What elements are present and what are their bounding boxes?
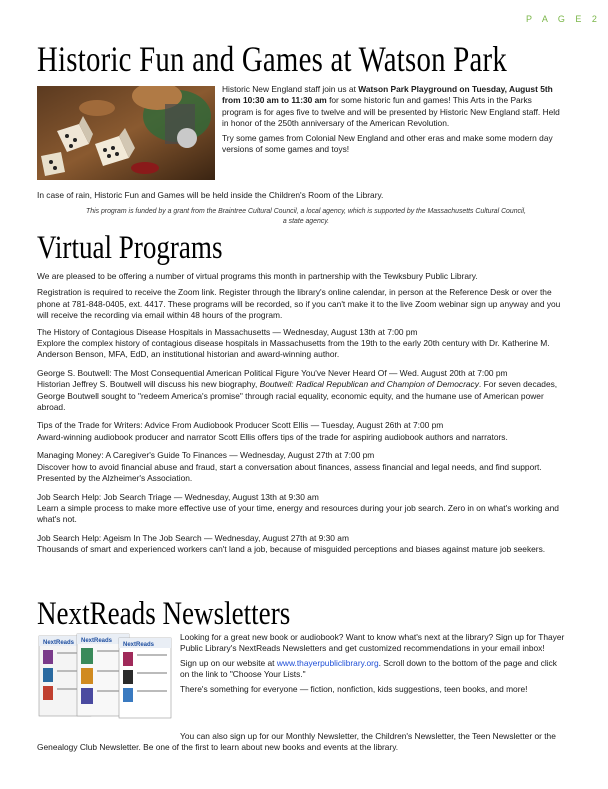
games-paragraph: Try some games from Colonial New England and other eras and make some modern day versions of some games and toys! — [222, 132, 553, 155]
historic-heading: Historic Fun and Games at Watson Park — [37, 39, 507, 79]
virtual-programs-section — [37, 271, 567, 563]
virtual-intro: We are pleased to be offering a number of virtual programs this month in partnership with the Tewksbury Public Library. — [37, 271, 478, 281]
cover-brand: NextReads — [43, 640, 75, 646]
virtual-programs-heading: Virtual Programs — [37, 230, 223, 266]
signup-instructions — [180, 658, 565, 681]
dice-photo — [37, 86, 215, 180]
program-description: Thousands of smart and experienced workers can't land a job, because of misguided perceptions and biases against mature job seekers. — [37, 544, 546, 555]
intro-text-end: for some historic fun and games! This Arts in the Parks program is for ages five to twelve and will be presented by Historic New England staff. Held in honor of the 250th anniversary of the American Revolution. — [222, 95, 560, 129]
program-description-start: Historian Jeffrey S. Boutwell will discuss his new biography, — [37, 379, 260, 390]
intro-text-start: Historic New England staff join us at — [222, 84, 359, 94]
page-number: P A G E 2 — [526, 14, 601, 24]
program-description: Learn a simple process to make more effective use of your time, energy and resources during your job search. Zero in on what's working and what's not. — [37, 502, 559, 525]
program-description: Award-winning audiobook producer and narrator Scott Ellis offers tips of the trade for aspiring audiobook authors and narrators. — [37, 431, 508, 442]
rain-notice: In case of rain, Historic Fun and Games will be held inside the Children's Room of the Library. — [37, 190, 384, 200]
funding-credit: This program is funded by a grant from the Braintree Cultural Council, a local agency, which is supported by the Massachusetts Cultural Council, a state agency. — [86, 208, 526, 225]
nextreads-section — [180, 632, 565, 698]
cover-brand: NextReads — [81, 638, 113, 644]
other-newsletters: You can also sign up for our Monthly Newsletter, the Children's Newsletter, the Teen Newsletter or the Genealogy Club Newsletter. Be one of the first to learn about new books and events at the library. — [37, 731, 556, 753]
program-description: Discover how to avoid financial abuse and fraud, start a conversation about finances, assess financial and legal needs, and find support. Presented by the Alzheimer's Association. — [37, 461, 542, 484]
something-for-everyone: There's something for everyone — fiction, nonfiction, kids suggestions, teen books, and more! — [180, 683, 528, 694]
nextreads-heading: NextReads Newsletters — [37, 596, 291, 632]
program-title: Managing Money: A Caregiver's Guide To Finances — Wednesday, August 27th at 7:00 pm — [37, 450, 375, 461]
historic-intro — [222, 84, 562, 158]
program-title: Tips of the Trade for Writers: Advice From Audiobook Producer Scott Ellis — Tuesday, August 26th at 7:00 pm — [37, 420, 444, 431]
program-description: Explore the complex history of contagious disease hospitals in Massachusetts from the 19th to the early 20th century with Dr. Katherine M. Anderson Benson, MFA, EdD, an institutional historian and award-winning author. — [37, 338, 550, 360]
book-title: Boutwell: Radical Republican and Champion of Democracy — [259, 379, 479, 390]
program-title: The History of Contagious Disease Hospitals in Massachusetts — Wednesday, August 13th at 7:00 pm — [37, 326, 418, 337]
newsletter-covers-image — [37, 632, 173, 722]
registration-info: Registration is required to receive the Zoom link. Register through the library's online calendar, in person at the Reference Desk or over the phone at 781-848-0405, ext. 4417. These programs will be recorded, so if you can't make it to the live Zoom webinar sign up anyway and you will receive the recording via email within 48 hours of the program. — [37, 287, 561, 321]
signup-text-end: . Scroll down to the bottom of the page and click on the link to "Choose Your Lists." — [180, 657, 557, 680]
library-website-link[interactable]: www.thayerpubliclibrary.org — [276, 657, 379, 668]
event-details: Watson Park Playground on Tuesday, August 5th from 10:30 am to 11:30 am — [222, 84, 553, 106]
program-description — [37, 379, 567, 413]
program-description-end: . For seven decades, George Boutwell sought to "redeem America's promise" through racial equality, economic equity, and the humane use of American power abroad. — [37, 379, 558, 413]
program-title: George S. Boutwell: The Most Consequential American Political Figure You've Never Heard Of — Wed. August 20th at 7:00 pm — [37, 367, 508, 378]
signup-text-start: Sign up on our website at — [180, 657, 277, 668]
cover-brand: NextReads — [123, 642, 155, 648]
program-title: Job Search Help: Ageism In The Job Search — Wednesday, August 27th at 9:30 am — [37, 532, 349, 543]
program-title: Job Search Help: Job Search Triage — Wednesday, August 13th at 9:30 am — [37, 491, 319, 502]
nextreads-intro: Looking for a great new book or audiobook? Want to know what's next at the library? Sign up for Thayer Public Library's NextReads Newsletters and get customized recommendations in your email inbox! — [180, 632, 565, 654]
